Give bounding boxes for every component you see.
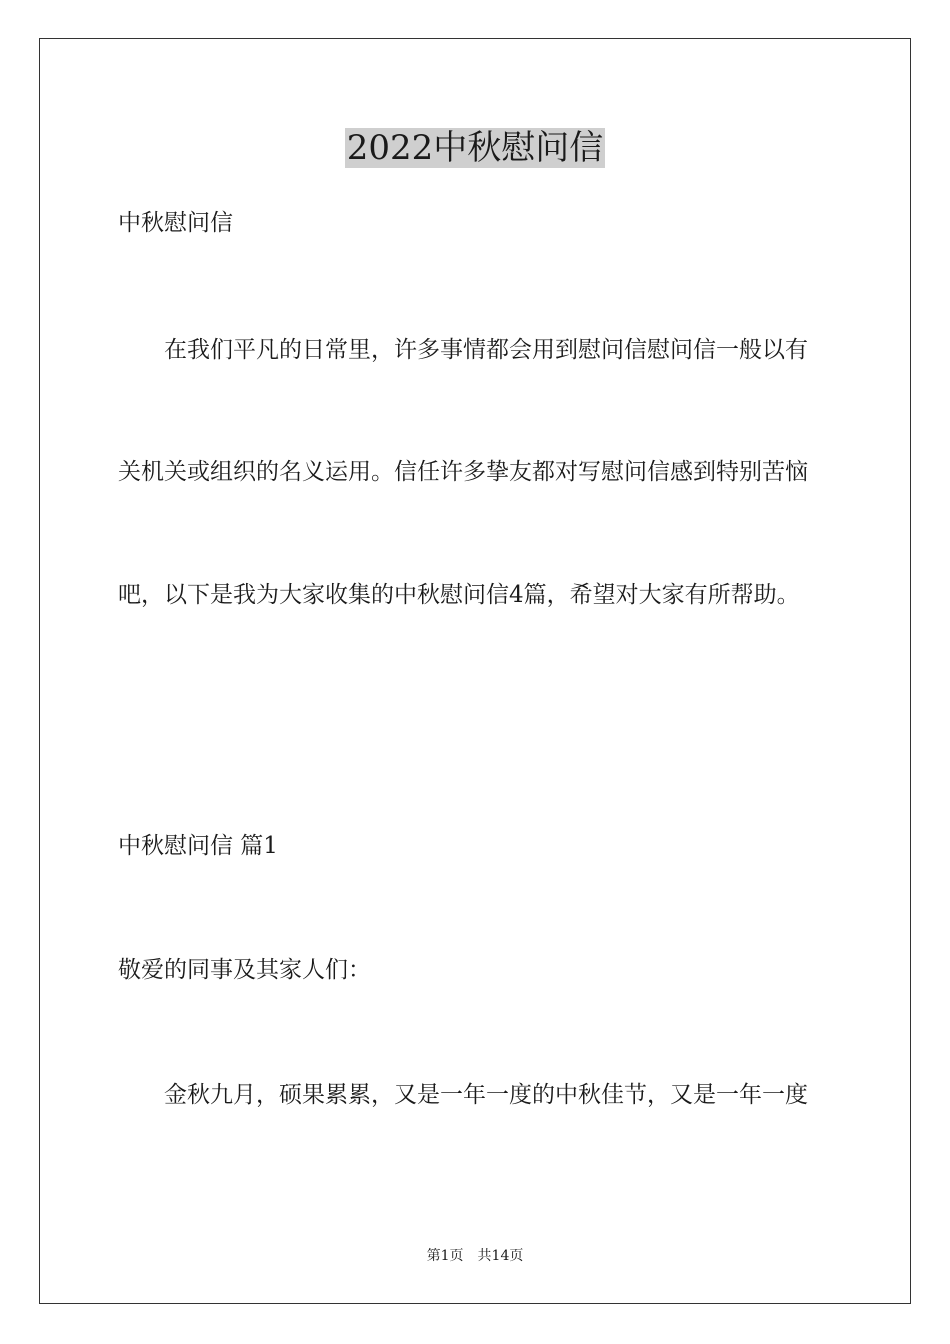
intro-line-3: 吧，以下是我为大家收集的中秋慰问信4篇，希望对大家有所帮助。: [118, 582, 800, 608]
document-title: [0, 126, 950, 170]
intro-line-1: 在我们平凡的日常里，许多事情都会用到慰问信慰问信一般以有: [118, 337, 808, 363]
section-heading: 中秋慰问信 篇1: [118, 833, 278, 859]
document-subtitle: 中秋慰问信: [118, 210, 233, 236]
salutation: 敬爱的同事及其家人们：: [118, 957, 371, 983]
page-footer: 第1页 共14页: [426, 1248, 524, 1264]
intro-line-2: 关机关或组织的名义运用。信任许多挚友都对写慰问信感到特别苦恼: [118, 459, 808, 485]
document-title-text: 2022中秋慰问信: [346, 128, 604, 168]
body-line-1: 金秋九月，硕果累累，又是一年一度的中秋佳节，又是一年一度: [118, 1082, 808, 1108]
